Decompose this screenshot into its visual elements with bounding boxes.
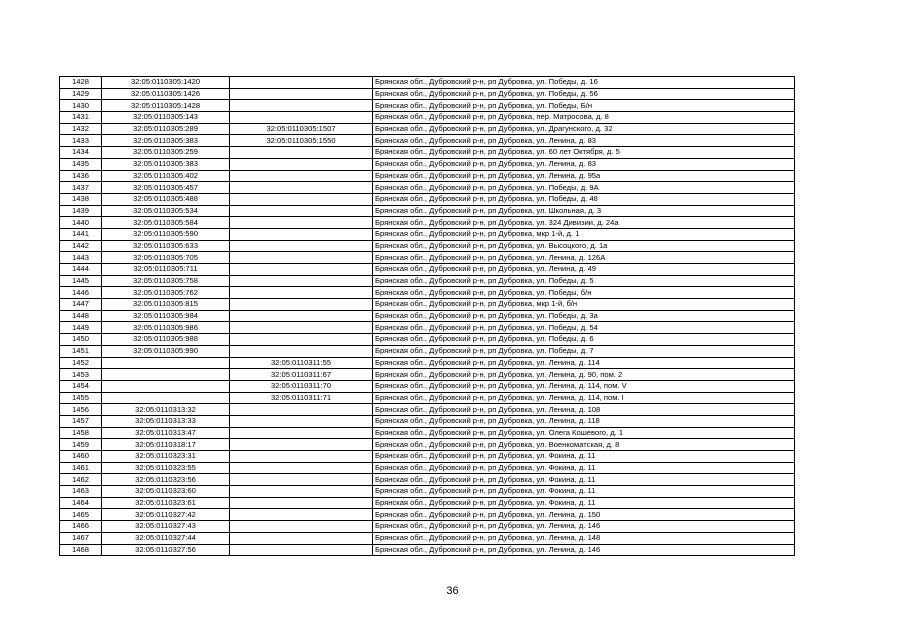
cadastral-number-cell: 32:05:0110305:986 (102, 322, 230, 334)
table-row (60, 380, 795, 392)
row-number-cell: 1449 (60, 322, 102, 334)
table-row (60, 217, 795, 229)
address-cell: Брянская обл., Дубровский р-н, рп Дубровка, ул. Олега Кошевого, д. 1 (373, 427, 795, 439)
related-cadastral-number-cell (230, 100, 373, 112)
related-cadastral-number-cell (230, 112, 373, 124)
related-cadastral-number-cell (230, 217, 373, 229)
related-cadastral-number-cell (230, 322, 373, 334)
related-cadastral-number-cell: 32:05:0110311:55 (230, 357, 373, 369)
table-row (60, 287, 795, 299)
table-row (60, 228, 795, 240)
cadastral-number-cell: 32:05:0110305:383 (102, 135, 230, 147)
cadastral-number-cell: 32:05:0110305:705 (102, 252, 230, 264)
table-row (60, 509, 795, 521)
table-row (60, 135, 795, 147)
address-cell: Брянская обл., Дубровский р-н, рп Дубровка, ул. Драгунского, д. 32 (373, 123, 795, 135)
related-cadastral-number-cell (230, 240, 373, 252)
cadastral-number-cell (102, 392, 230, 404)
related-cadastral-number-cell (230, 182, 373, 194)
row-number-cell: 1447 (60, 299, 102, 311)
address-cell: Брянская обл., Дубровский р-н, рп Дубровка, ул. Победы, б/н (373, 287, 795, 299)
cadastral-number-cell: 32:05:0110305:815 (102, 299, 230, 311)
table-row (60, 123, 795, 135)
row-number-cell: 1429 (60, 88, 102, 100)
row-number-cell: 1442 (60, 240, 102, 252)
table-row (60, 532, 795, 544)
cadastral-number-cell: 32:05:0110313:47 (102, 427, 230, 439)
related-cadastral-number-cell (230, 474, 373, 486)
address-cell: Брянская обл., Дубровский р-н, рп Дубровка, ул. Ленина, д. 146 (373, 521, 795, 533)
cadastral-number-cell: 32:05:0110313:32 (102, 404, 230, 416)
related-cadastral-number-cell (230, 345, 373, 357)
page-number: 36 (446, 585, 459, 597)
related-cadastral-number-cell (230, 88, 373, 100)
related-cadastral-number-cell: 32:05:0110305:1550 (230, 135, 373, 147)
cadastral-number-cell: 32:05:0110305:990 (102, 345, 230, 357)
table-row (60, 486, 795, 498)
address-cell: Брянская обл., Дубровский р-н, рп Дубровка, ул. Фокина, д. 11 (373, 462, 795, 474)
registry-table-body (60, 77, 795, 556)
table-row (60, 544, 795, 556)
related-cadastral-number-cell (230, 287, 373, 299)
cadastral-number-cell: 32:05:0110305:988 (102, 334, 230, 346)
row-number-cell: 1455 (60, 392, 102, 404)
address-cell: Брянская обл., Дубровский р-н, рп Дубровка, ул. Ленина, д. 114, пом. I (373, 392, 795, 404)
row-number-cell: 1430 (60, 100, 102, 112)
row-number-cell: 1435 (60, 158, 102, 170)
address-cell: Брянская обл., Дубровский р-н, рп Дубровка, ул. Победы, д. 54 (373, 322, 795, 334)
cadastral-number-cell: 32:05:0110305:758 (102, 275, 230, 287)
address-cell: Брянская обл., Дубровский р-н, рп Дубровка, ул. Победы, Б/н (373, 100, 795, 112)
cadastral-number-cell: 32:05:0110327:42 (102, 509, 230, 521)
table-row (60, 451, 795, 463)
related-cadastral-number-cell (230, 77, 373, 89)
table-row (60, 88, 795, 100)
table-row (60, 415, 795, 427)
row-number-cell: 1432 (60, 123, 102, 135)
table-row (60, 112, 795, 124)
table-row (60, 240, 795, 252)
address-cell: Брянская обл., Дубровский р-н, рп Дубровка, ул. Фокина, д. 11 (373, 497, 795, 509)
row-number-cell: 1444 (60, 264, 102, 276)
table-row (60, 462, 795, 474)
related-cadastral-number-cell (230, 521, 373, 533)
address-cell: Брянская обл., Дубровский р-н, рп Дубровка, ул. Ленина, д. 83 (373, 158, 795, 170)
row-number-cell: 1441 (60, 228, 102, 240)
table-row (60, 264, 795, 276)
cadastral-number-cell: 32:05:0110305:1426 (102, 88, 230, 100)
address-cell: Брянская обл., Дубровский р-н, рп Дубровка, ул. Фокина, д. 11 (373, 474, 795, 486)
cadastral-number-cell: 32:05:0110305:259 (102, 147, 230, 159)
table-row (60, 100, 795, 112)
row-number-cell: 1463 (60, 486, 102, 498)
related-cadastral-number-cell (230, 264, 373, 276)
cadastral-number-cell: 32:05:0110305:984 (102, 310, 230, 322)
address-cell: Брянская обл., Дубровский р-н, рп Дубровка, ул. Ленина, д. 118 (373, 415, 795, 427)
row-number-cell: 1459 (60, 439, 102, 451)
address-cell: Брянская обл., Дубровский р-н, рп Дубровка, ул. Ленина, д. 108 (373, 404, 795, 416)
related-cadastral-number-cell (230, 497, 373, 509)
related-cadastral-number-cell (230, 509, 373, 521)
cadastral-number-cell: 32:05:0110305:1420 (102, 77, 230, 89)
related-cadastral-number-cell (230, 252, 373, 264)
address-cell: Брянская обл., Дубровский р-н, рп Дубровка, ул. Ленина, д. 49 (373, 264, 795, 276)
cadastral-number-cell: 32:05:0110305:289 (102, 123, 230, 135)
address-cell: Брянская обл., Дубровский р-н, рп Дубровка, ул. Фокина, д. 11 (373, 486, 795, 498)
related-cadastral-number-cell (230, 532, 373, 544)
cadastral-number-cell: 32:05:0110327:56 (102, 544, 230, 556)
address-cell: Брянская обл., Дубровский р-н, рп Дубровка, ул. Победы, д. 6 (373, 334, 795, 346)
related-cadastral-number-cell (230, 334, 373, 346)
table-row (60, 170, 795, 182)
cadastral-number-cell: 32:05:0110305:488 (102, 193, 230, 205)
cadastral-number-cell: 32:05:0110305:584 (102, 217, 230, 229)
address-cell: Брянская обл., Дубровский р-н, рп Дубровка, пер. Матросова, д. 8 (373, 112, 795, 124)
table-row (60, 357, 795, 369)
related-cadastral-number-cell (230, 486, 373, 498)
table-row (60, 205, 795, 217)
address-cell: Брянская обл., Дубровский р-н, рп Дубровка, ул. Ленина, д. 90, пом. 2 (373, 369, 795, 381)
address-cell: Брянская обл., Дубровский р-н, рп Дубровка, мкр 1-й, д. 1 (373, 228, 795, 240)
row-number-cell: 1450 (60, 334, 102, 346)
cadastral-number-cell: 32:05:0110305:762 (102, 287, 230, 299)
row-number-cell: 1468 (60, 544, 102, 556)
table-row (60, 252, 795, 264)
related-cadastral-number-cell (230, 439, 373, 451)
row-number-cell: 1445 (60, 275, 102, 287)
cadastral-number-cell: 32:05:0110323:60 (102, 486, 230, 498)
cadastral-number-cell: 32:05:0110327:43 (102, 521, 230, 533)
related-cadastral-number-cell: 32:05:0110311:67 (230, 369, 373, 381)
row-number-cell: 1453 (60, 369, 102, 381)
table-row (60, 369, 795, 381)
table-row (60, 392, 795, 404)
related-cadastral-number-cell: 32:05:0110305:1507 (230, 123, 373, 135)
row-number-cell: 1467 (60, 532, 102, 544)
cadastral-number-cell: 32:05:0110305:534 (102, 205, 230, 217)
row-number-cell: 1439 (60, 205, 102, 217)
row-number-cell: 1466 (60, 521, 102, 533)
cadastral-number-cell: 32:05:0110318:17 (102, 439, 230, 451)
table-row (60, 497, 795, 509)
address-cell: Брянская обл., Дубровский р-н, рп Дубровка, ул. Ленина, д. 150 (373, 509, 795, 521)
row-number-cell: 1428 (60, 77, 102, 89)
row-number-cell: 1448 (60, 310, 102, 322)
row-number-cell: 1443 (60, 252, 102, 264)
row-number-cell: 1446 (60, 287, 102, 299)
address-cell: Брянская обл., Дубровский р-н, рп Дубровка, ул. Ленина, д. 148 (373, 532, 795, 544)
table-row (60, 404, 795, 416)
table-row (60, 521, 795, 533)
address-cell: Брянская обл., Дубровский р-н, рп Дубровка, ул. Высоцкого, д. 1а (373, 240, 795, 252)
related-cadastral-number-cell (230, 275, 373, 287)
address-cell: Брянская обл., Дубровский р-н, рп Дубровка, ул. Ленина, д. 95а (373, 170, 795, 182)
related-cadastral-number-cell (230, 451, 373, 463)
table-row (60, 427, 795, 439)
row-number-cell: 1438 (60, 193, 102, 205)
registry-table (59, 76, 795, 556)
table-row (60, 77, 795, 89)
table-row (60, 147, 795, 159)
address-cell: Брянская обл., Дубровский р-н, рп Дубровка, ул. 324 Дивизии, д. 24а (373, 217, 795, 229)
row-number-cell: 1464 (60, 497, 102, 509)
cadastral-number-cell: 32:05:0110305:590 (102, 228, 230, 240)
row-number-cell: 1461 (60, 462, 102, 474)
row-number-cell: 1465 (60, 509, 102, 521)
table-row (60, 345, 795, 357)
cadastral-number-cell: 32:05:0110305:1428 (102, 100, 230, 112)
table-row (60, 299, 795, 311)
row-number-cell: 1437 (60, 182, 102, 194)
cadastral-number-cell (102, 369, 230, 381)
row-number-cell: 1451 (60, 345, 102, 357)
address-cell: Брянская обл., Дубровский р-н, рп Дубровка, ул. Победы, д. 56 (373, 88, 795, 100)
cadastral-number-cell: 32:05:0110323:55 (102, 462, 230, 474)
table-row (60, 158, 795, 170)
related-cadastral-number-cell (230, 147, 373, 159)
cadastral-number-cell: 32:05:0110323:61 (102, 497, 230, 509)
table-row (60, 310, 795, 322)
row-number-cell: 1458 (60, 427, 102, 439)
cadastral-number-cell: 32:05:0110305:383 (102, 158, 230, 170)
row-number-cell: 1436 (60, 170, 102, 182)
table-row (60, 182, 795, 194)
related-cadastral-number-cell (230, 193, 373, 205)
related-cadastral-number-cell (230, 427, 373, 439)
related-cadastral-number-cell (230, 544, 373, 556)
related-cadastral-number-cell (230, 310, 373, 322)
address-cell: Брянская обл., Дубровский р-н, рп Дубровка, ул. Победы, д. 48 (373, 193, 795, 205)
address-cell: Брянская обл., Дубровский р-н, рп Дубровка, ул. 60 лет Октября, д. 5 (373, 147, 795, 159)
cadastral-number-cell: 32:05:0110323:31 (102, 451, 230, 463)
related-cadastral-number-cell (230, 158, 373, 170)
address-cell: Брянская обл., Дубровский р-н, рп Дубровка, мкр 1-й, б/н (373, 299, 795, 311)
cadastral-number-cell (102, 380, 230, 392)
related-cadastral-number-cell (230, 415, 373, 427)
address-cell: Брянская обл., Дубровский р-н, рп Дубровка, ул. Победы, д. 7 (373, 345, 795, 357)
table-row (60, 474, 795, 486)
address-cell: Брянская обл., Дубровский р-н, рп Дубровка, ул. Ленина, д. 114, пом. V (373, 380, 795, 392)
address-cell: Брянская обл., Дубровский р-н, рп Дубровка, ул. Ленина, д. 126А (373, 252, 795, 264)
cadastral-number-cell: 32:05:0110313:33 (102, 415, 230, 427)
row-number-cell: 1454 (60, 380, 102, 392)
row-number-cell: 1433 (60, 135, 102, 147)
address-cell: Брянская обл., Дубровский р-н, рп Дубровка, ул. Ленина, д. 114 (373, 357, 795, 369)
address-cell: Брянская обл., Дубровский р-н, рп Дубровка, ул. Победы, д. 16 (373, 77, 795, 89)
table-row (60, 193, 795, 205)
address-cell: Брянская обл., Дубровский р-н, рп Дубровка, ул. Школьная, д. 3 (373, 205, 795, 217)
table-row (60, 439, 795, 451)
table-row (60, 334, 795, 346)
related-cadastral-number-cell (230, 170, 373, 182)
address-cell: Брянская обл., Дубровский р-н, рп Дубровка, ул. Победы, д. 3а (373, 310, 795, 322)
row-number-cell: 1431 (60, 112, 102, 124)
address-cell: Брянская обл., Дубровский р-н, рп Дубровка, ул. Военкоматская, д. 8 (373, 439, 795, 451)
cadastral-number-cell: 32:05:0110323:56 (102, 474, 230, 486)
cadastral-number-cell: 32:05:0110305:457 (102, 182, 230, 194)
address-cell: Брянская обл., Дубровский р-н, рп Дубровка, ул. Победы, д. 5 (373, 275, 795, 287)
related-cadastral-number-cell (230, 299, 373, 311)
row-number-cell: 1456 (60, 404, 102, 416)
table-row (60, 322, 795, 334)
address-cell: Брянская обл., Дубровский р-н, рп Дубровка, ул. Ленина, д. 83 (373, 135, 795, 147)
related-cadastral-number-cell: 32:05:0110311:70 (230, 380, 373, 392)
address-cell: Брянская обл., Дубровский р-н, рп Дубровка, ул. Фокина, д. 11 (373, 451, 795, 463)
cadastral-number-cell: 32:05:0110305:711 (102, 264, 230, 276)
row-number-cell: 1440 (60, 217, 102, 229)
related-cadastral-number-cell (230, 404, 373, 416)
cadastral-number-cell (102, 357, 230, 369)
related-cadastral-number-cell: 32:05:0110311:71 (230, 392, 373, 404)
row-number-cell: 1434 (60, 147, 102, 159)
address-cell: Брянская обл., Дубровский р-н, рп Дубровка, ул. Победы, д. 9А (373, 182, 795, 194)
cadastral-number-cell: 32:05:0110305:143 (102, 112, 230, 124)
related-cadastral-number-cell (230, 205, 373, 217)
address-cell: Брянская обл., Дубровский р-н, рп Дубровка, ул. Ленина, д. 146 (373, 544, 795, 556)
row-number-cell: 1462 (60, 474, 102, 486)
cadastral-number-cell: 32:05:0110305:402 (102, 170, 230, 182)
related-cadastral-number-cell (230, 462, 373, 474)
cadastral-number-cell: 32:05:0110327:44 (102, 532, 230, 544)
row-number-cell: 1457 (60, 415, 102, 427)
table-row (60, 275, 795, 287)
row-number-cell: 1460 (60, 451, 102, 463)
cadastral-number-cell: 32:05:0110305:633 (102, 240, 230, 252)
row-number-cell: 1452 (60, 357, 102, 369)
related-cadastral-number-cell (230, 228, 373, 240)
